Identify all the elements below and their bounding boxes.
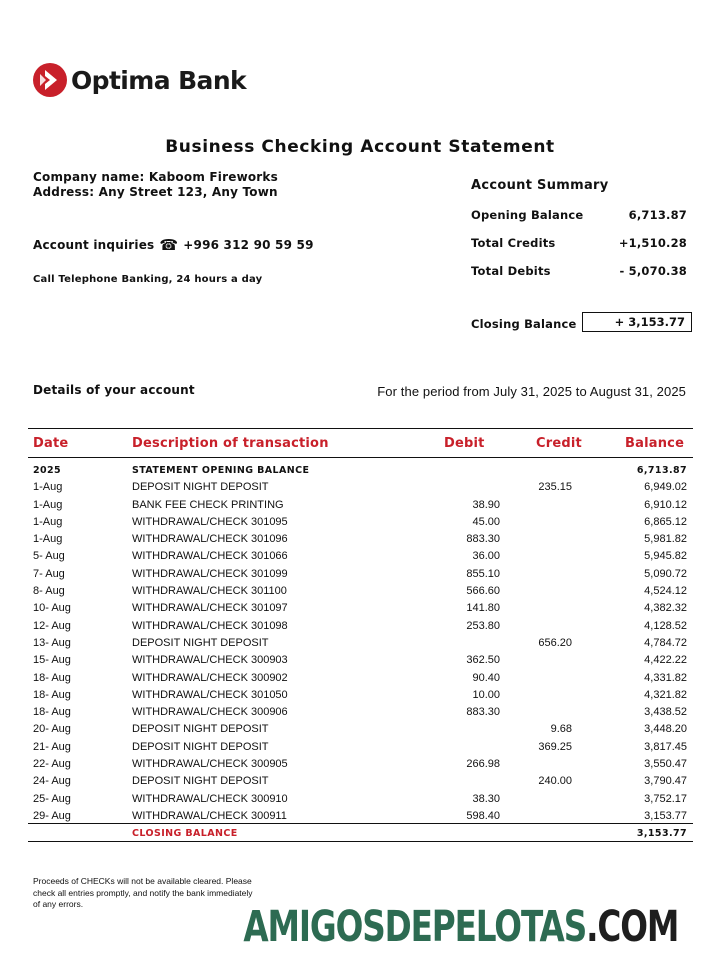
cell-debit: 38.30 — [472, 792, 500, 805]
table-row — [28, 704, 693, 721]
header-debit: Debit — [444, 436, 485, 451]
table-row — [28, 687, 693, 704]
cell-date: 2025 — [33, 465, 62, 476]
cell-date: 8- Aug — [33, 585, 65, 598]
cell-date: 1-Aug — [33, 533, 63, 546]
phone-number: +996 312 90 59 59 — [183, 238, 314, 252]
cell-credit: 240.00 — [538, 775, 572, 788]
table-row — [28, 739, 693, 756]
cell-date: 18- Aug — [33, 671, 71, 684]
statement-period: For the period from July 31, 2025 to August 31, 2025 — [377, 384, 686, 399]
footnote: Proceeds of CHECKs will not be available cleared. Please check all entries promptly, and notify the bank immediately of any errors. — [33, 876, 253, 909]
cell-balance: 6,865.12 — [644, 515, 687, 528]
cell-debit: 598.40 — [466, 809, 500, 822]
cell-debit: 883.30 — [466, 706, 500, 719]
cell-debit: 45.00 — [472, 515, 500, 528]
table-row — [28, 618, 693, 635]
header-credit: Credit — [536, 436, 582, 451]
header-date: Date — [33, 436, 69, 451]
cell-description: WITHDRAWAL/CHECK 300902 — [132, 671, 288, 684]
credits-label: Total Credits — [471, 236, 556, 250]
table-header-rule — [28, 457, 693, 458]
table-row — [28, 583, 693, 600]
cell-date: 20- Aug — [33, 723, 71, 736]
cell-debit: 141.80 — [466, 602, 500, 615]
cell-balance: 5,090.72 — [644, 567, 687, 580]
debits-value: - 5,070.38 — [619, 264, 687, 278]
cell-date: 15- Aug — [33, 654, 71, 667]
cell-balance: 3,550.47 — [644, 758, 687, 771]
table-row — [28, 497, 693, 514]
summary-debits-row — [471, 264, 687, 278]
cell-date: 7- Aug — [33, 567, 65, 580]
cell-debit: 362.50 — [466, 654, 500, 667]
summary-credits-row — [471, 236, 687, 250]
cell-date: 10- Aug — [33, 602, 71, 615]
cell-credit: 369.25 — [538, 740, 572, 753]
cell-debit: 10.00 — [472, 688, 500, 701]
account-inquiries — [33, 236, 314, 254]
cell-balance: 5,981.82 — [644, 533, 687, 546]
cell-balance: 3,817.45 — [644, 740, 687, 753]
watermark-green: AMIGOSDEPELOTAS — [243, 902, 586, 952]
phone-icon: ☎ — [159, 236, 179, 254]
company-info — [33, 170, 278, 200]
call-note: Call Telephone Banking, 24 hours a day — [33, 274, 263, 285]
cell-date: 22- Aug — [33, 758, 71, 771]
cell-balance: 3,448.20 — [644, 723, 687, 736]
cell-description: WITHDRAWAL/CHECK 301097 — [132, 602, 288, 615]
table-row — [28, 721, 693, 738]
table-row — [28, 825, 693, 842]
watermark — [243, 897, 678, 957]
closing-balance-value: + 3,153.77 — [582, 312, 692, 332]
cell-balance: 4,382.32 — [644, 602, 687, 615]
closing-top-rule — [28, 823, 693, 824]
debits-label: Total Debits — [471, 264, 551, 278]
cell-date: 29- Aug — [33, 809, 71, 822]
cell-debit: 90.40 — [472, 671, 500, 684]
cell-balance: 3,153.77 — [636, 828, 687, 840]
table-row — [28, 600, 693, 617]
cell-balance: 5,945.82 — [644, 550, 687, 563]
cell-description: WITHDRAWAL/CHECK 301098 — [132, 619, 288, 632]
cell-debit: 566.60 — [466, 585, 500, 598]
cell-description: DEPOSIT NIGHT DEPOSIT — [132, 636, 269, 649]
header-balance: Balance — [625, 436, 685, 451]
table-row — [28, 566, 693, 583]
cell-balance: 6,713.87 — [636, 465, 687, 476]
cell-description: WITHDRAWAL/CHECK 300905 — [132, 758, 288, 771]
cell-credit: 656.20 — [538, 636, 572, 649]
table-row — [28, 652, 693, 669]
cell-balance: 3,790.47 — [644, 775, 687, 788]
cell-date: 5- Aug — [33, 550, 65, 563]
cell-balance: 4,321.82 — [644, 688, 687, 701]
cell-date: 13- Aug — [33, 636, 71, 649]
optima-logo-icon — [32, 62, 68, 98]
cell-description: WITHDRAWAL/CHECK 300903 — [132, 654, 288, 667]
cell-description: WITHDRAWAL/CHECK 300910 — [132, 792, 288, 805]
opening-label: Opening Balance — [471, 208, 584, 222]
cell-date: 1-Aug — [33, 515, 63, 528]
cell-debit: 883.30 — [466, 533, 500, 546]
cell-description: DEPOSIT NIGHT DEPOSIT — [132, 723, 269, 736]
cell-date: 1-Aug — [33, 481, 63, 494]
cell-date: 18- Aug — [33, 706, 71, 719]
cell-debit: 36.00 — [472, 550, 500, 563]
cell-description: WITHDRAWAL/CHECK 301096 — [132, 533, 288, 546]
cell-date: 18- Aug — [33, 688, 71, 701]
cell-debit: 855.10 — [466, 567, 500, 580]
cell-description: WITHDRAWAL/CHECK 301100 — [132, 585, 287, 598]
inquiries-label: Account inquiries — [33, 238, 155, 252]
table-row — [28, 773, 693, 790]
table-row — [28, 462, 693, 479]
table-row — [28, 531, 693, 548]
table-row — [28, 756, 693, 773]
cell-debit: 266.98 — [466, 758, 500, 771]
cell-balance: 6,949.02 — [644, 481, 687, 494]
cell-balance: 6,910.12 — [644, 498, 687, 511]
closing-balance-label: Closing Balance — [471, 317, 577, 331]
table-row — [28, 514, 693, 531]
cell-date: 21- Aug — [33, 740, 71, 753]
summary-heading: Account Summary — [471, 178, 609, 193]
bank-name: Optima Bank — [71, 65, 247, 95]
header-description: Description of transaction — [132, 436, 329, 451]
cell-balance: 4,524.12 — [644, 585, 687, 598]
cell-description: WITHDRAWAL/CHECK 300911 — [132, 809, 287, 822]
cell-date: 24- Aug — [33, 775, 71, 788]
cell-balance: 3,153.77 — [644, 809, 687, 822]
company-name: Company name: Kaboom Fireworks — [33, 170, 278, 184]
opening-value: 6,713.87 — [628, 208, 687, 222]
cell-description: DEPOSIT NIGHT DEPOSIT — [132, 775, 269, 788]
table-top-rule — [28, 428, 693, 429]
cell-credit: 235.15 — [538, 481, 572, 494]
cell-description: WITHDRAWAL/CHECK 301095 — [132, 515, 288, 528]
cell-date: 12- Aug — [33, 619, 71, 632]
cell-description: DEPOSIT NIGHT DEPOSIT — [132, 481, 269, 494]
cell-balance: 3,438.52 — [644, 706, 687, 719]
cell-description: DEPOSIT NIGHT DEPOSIT — [132, 740, 269, 753]
table-row — [28, 791, 693, 808]
cell-description: BANK FEE CHECK PRINTING — [132, 498, 284, 511]
table-row — [28, 548, 693, 565]
cell-description: WITHDRAWAL/CHECK 301066 — [132, 550, 288, 563]
cell-debit: 253.80 — [466, 619, 500, 632]
cell-date: 1-Aug — [33, 498, 63, 511]
summary-opening-row — [471, 208, 687, 222]
cell-date: 25- Aug — [33, 792, 71, 805]
cell-description: WITHDRAWAL/CHECK 301099 — [132, 567, 288, 580]
table-row — [28, 635, 693, 652]
cell-description: STATEMENT OPENING BALANCE — [132, 465, 310, 476]
cell-balance: 3,752.17 — [644, 792, 687, 805]
cell-balance: 4,784.72 — [644, 636, 687, 649]
cell-balance: 4,422.22 — [644, 654, 687, 667]
watermark-dark: .COM — [585, 902, 678, 952]
credits-value: +1,510.28 — [618, 236, 687, 250]
company-address: Address: Any Street 123, Any Town — [33, 185, 278, 199]
cell-balance: 4,331.82 — [644, 671, 687, 684]
bank-logo — [32, 61, 246, 99]
details-label: Details of your account — [33, 383, 195, 397]
cell-balance: 4,128.52 — [644, 619, 687, 632]
cell-description: CLOSING BALANCE — [132, 828, 238, 840]
cell-description: WITHDRAWAL/CHECK 300906 — [132, 706, 288, 719]
statement-title: Business Checking Account Statement — [165, 137, 555, 157]
cell-description: WITHDRAWAL/CHECK 301050 — [132, 688, 288, 701]
table-row — [28, 670, 693, 687]
table-bottom-rule — [28, 841, 693, 842]
cell-debit: 38.90 — [472, 498, 500, 511]
transactions-table — [28, 462, 693, 843]
table-row — [28, 479, 693, 496]
cell-credit: 9.68 — [550, 723, 572, 736]
